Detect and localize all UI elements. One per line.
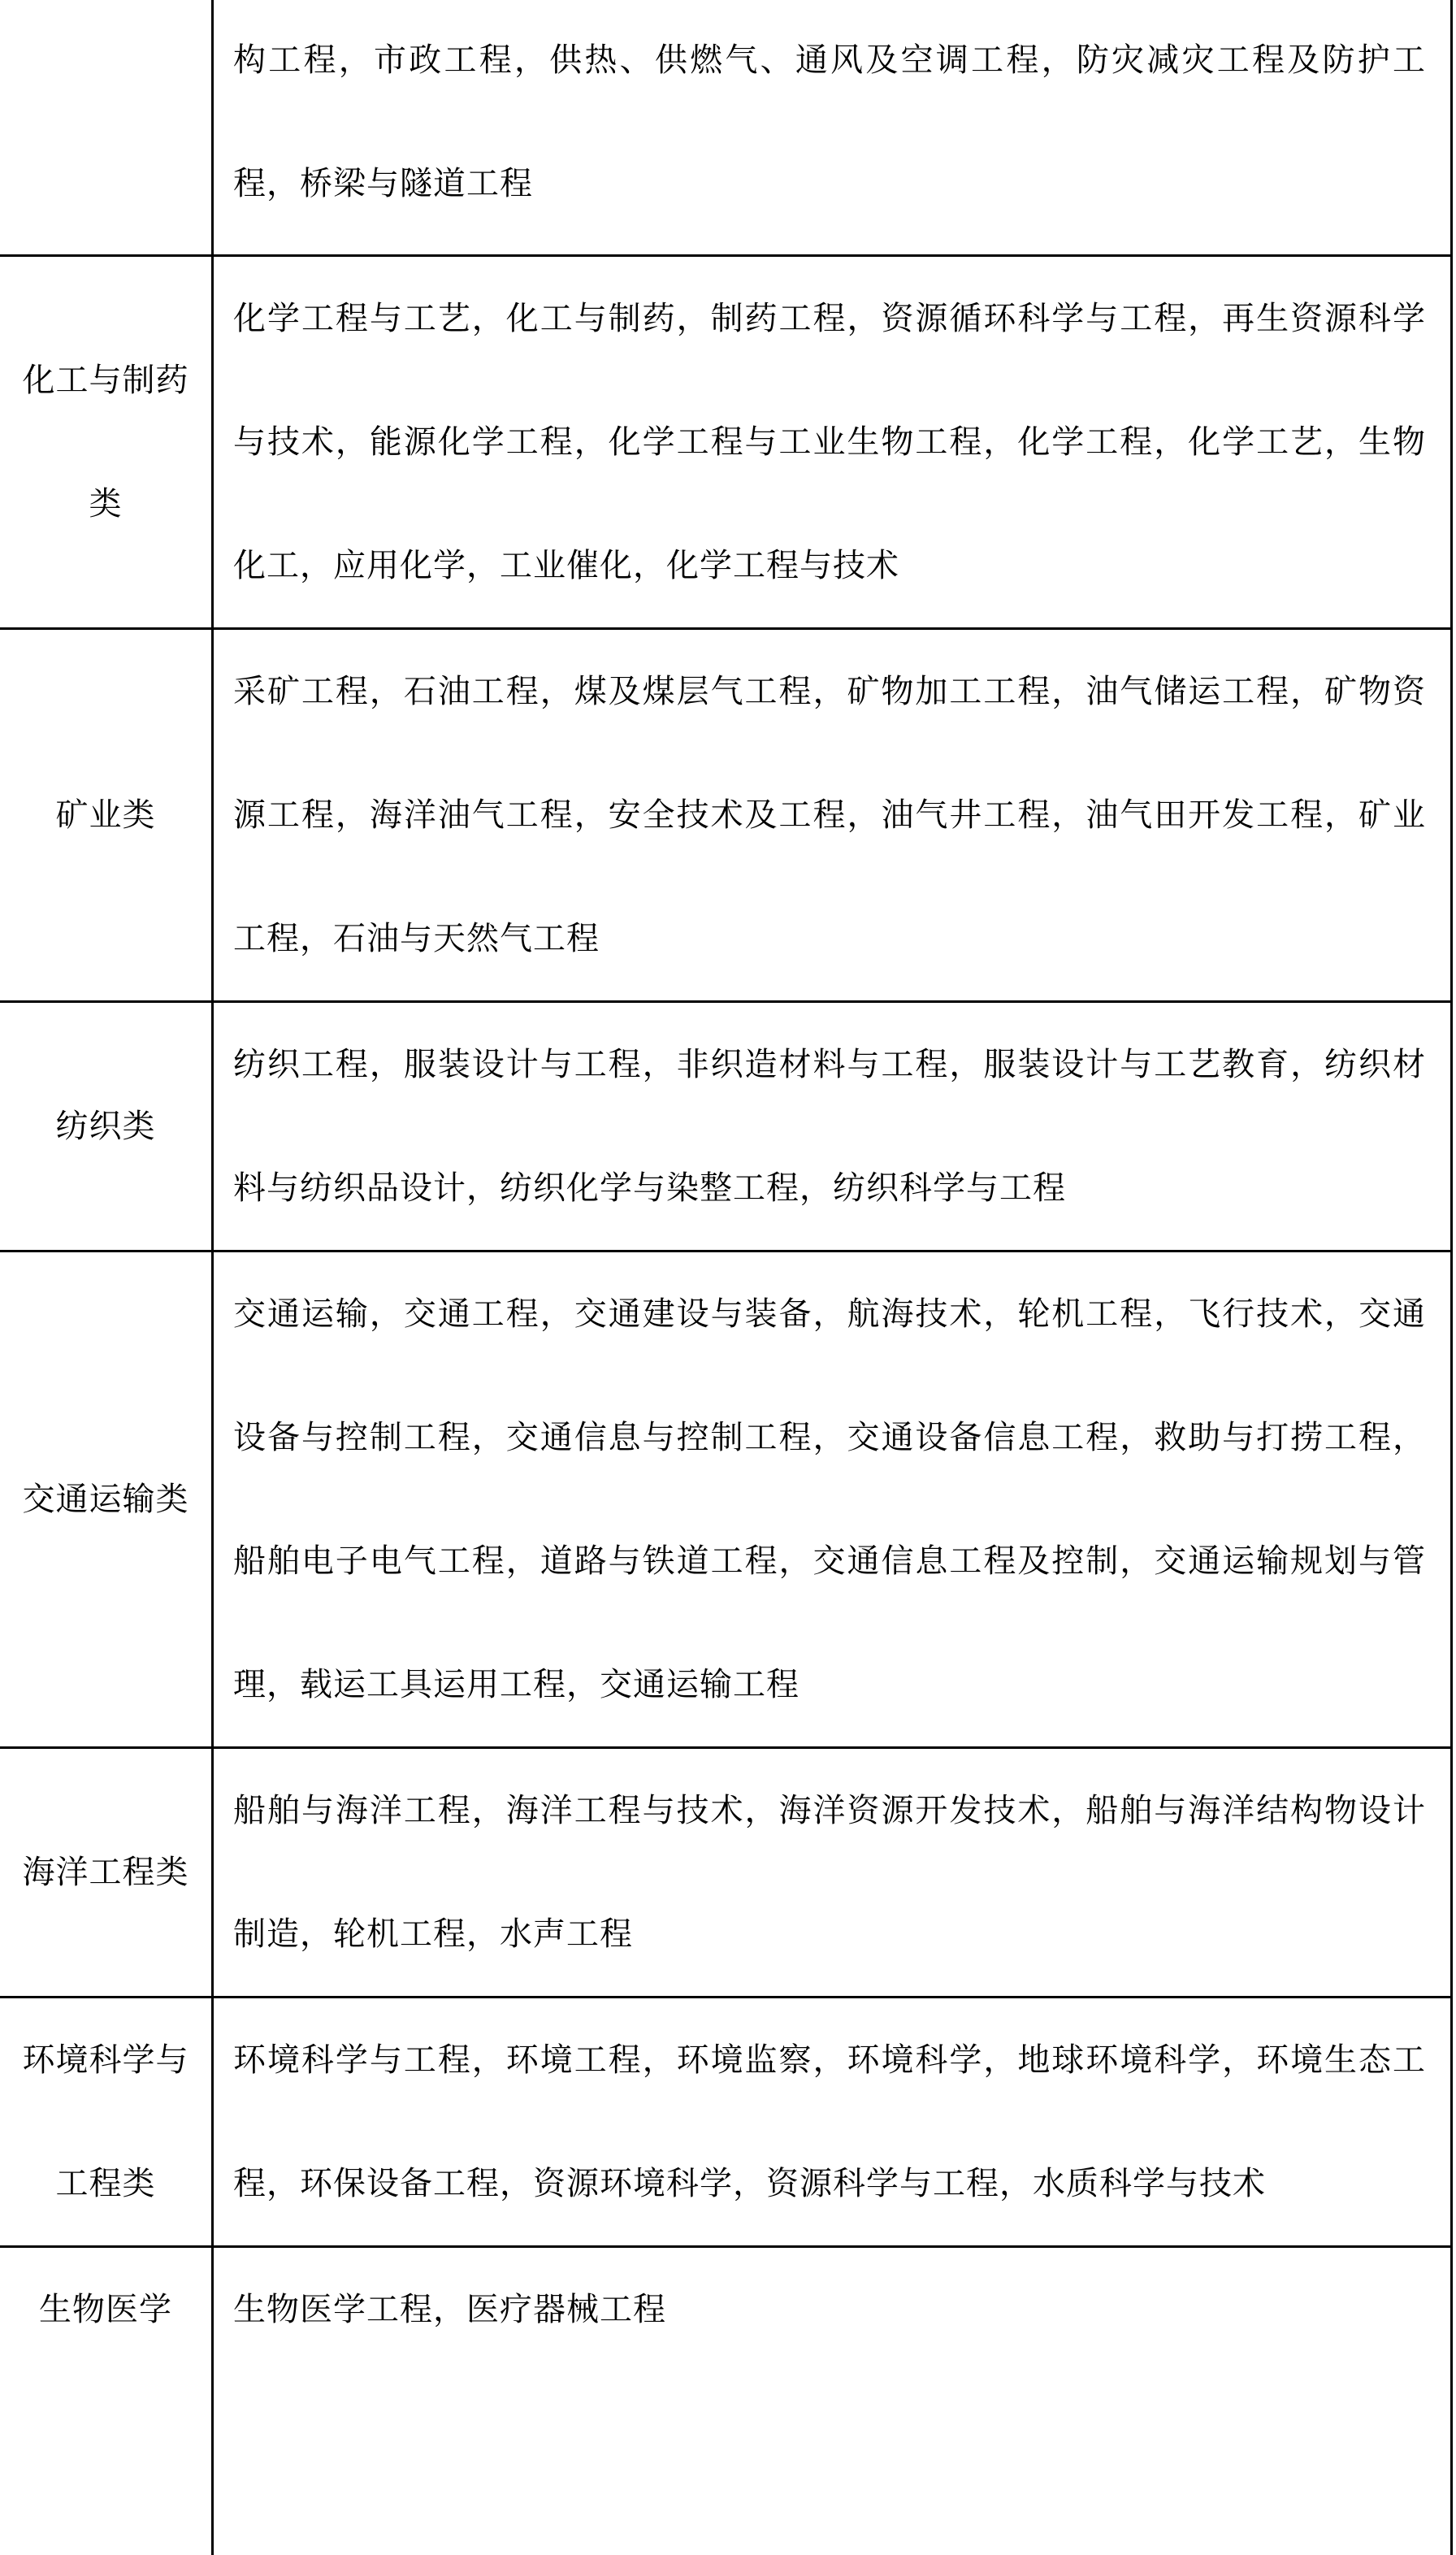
majors-cell: 船舶与海洋工程，海洋工程与技术，海洋资源开发技术，船舶与海洋结构物设计制造，轮机工程，水声工程 — [213, 1747, 1452, 1997]
table-row — [0, 0, 1452, 255]
table-row — [0, 1997, 1452, 2246]
majors-cell: 采矿工程，石油工程，煤及煤层气工程，矿物加工工程，油气储运工程，矿物资源工程，海洋油气工程，安全技术及工程，油气井工程，油气田开发工程，矿业工程，石油与天然气工程 — [213, 628, 1452, 1001]
table-row — [0, 1001, 1452, 1251]
table-row — [0, 1251, 1452, 1747]
category-cell: 海洋工程类 — [0, 1747, 213, 1997]
majors-cell: 环境科学与工程，环境工程，环境监察，环境科学，地球环境科学，环境生态工程，环保设备工程，资源环境科学，资源科学与工程，水质科学与技术 — [213, 1997, 1452, 2246]
majors-cell: 构工程，市政工程，供热、供燃气、通风及空调工程，防灾减灾工程及防护工程，桥梁与隧道工程 — [213, 0, 1452, 255]
majors-cell: 交通运输，交通工程，交通建设与装备，航海技术，轮机工程，飞行技术，交通设备与控制工程，交通信息与控制工程，交通设备信息工程，救助与打捞工程，船舶电子电气工程，道路与铁道工程，交通信息工程及控制，交通运输规划与管理，载运工具运用工程，交通运输工程 — [213, 1251, 1452, 1747]
category-cell: 化工与制药类 — [0, 255, 213, 628]
table-row — [0, 1747, 1452, 1997]
table-row — [0, 628, 1452, 1001]
majors-cell: 纺织工程，服装设计与工程，非织造材料与工程，服装设计与工艺教育，纺织材料与纺织品设计，纺织化学与染整工程，纺织科学与工程 — [213, 1001, 1452, 1251]
table-row — [0, 255, 1452, 628]
category-cell: 交通运输类 — [0, 1251, 213, 1747]
category-cell: 矿业类 — [0, 628, 213, 1001]
category-cell: 环境科学与工程类 — [0, 1997, 213, 2246]
category-cell: 生物医学 — [0, 2246, 213, 2555]
table-row — [0, 2246, 1452, 2555]
category-cell — [0, 0, 213, 255]
category-cell: 纺织类 — [0, 1001, 213, 1251]
majors-cell: 化学工程与工艺，化工与制药，制药工程，资源循环科学与工程，再生资源科学与技术，能源化学工程，化学工程与工业生物工程，化学工程，化学工艺，生物化工，应用化学，工业催化，化学工程与技术 — [213, 255, 1452, 628]
majors-cell: 生物医学工程，医疗器械工程 — [213, 2246, 1452, 2555]
